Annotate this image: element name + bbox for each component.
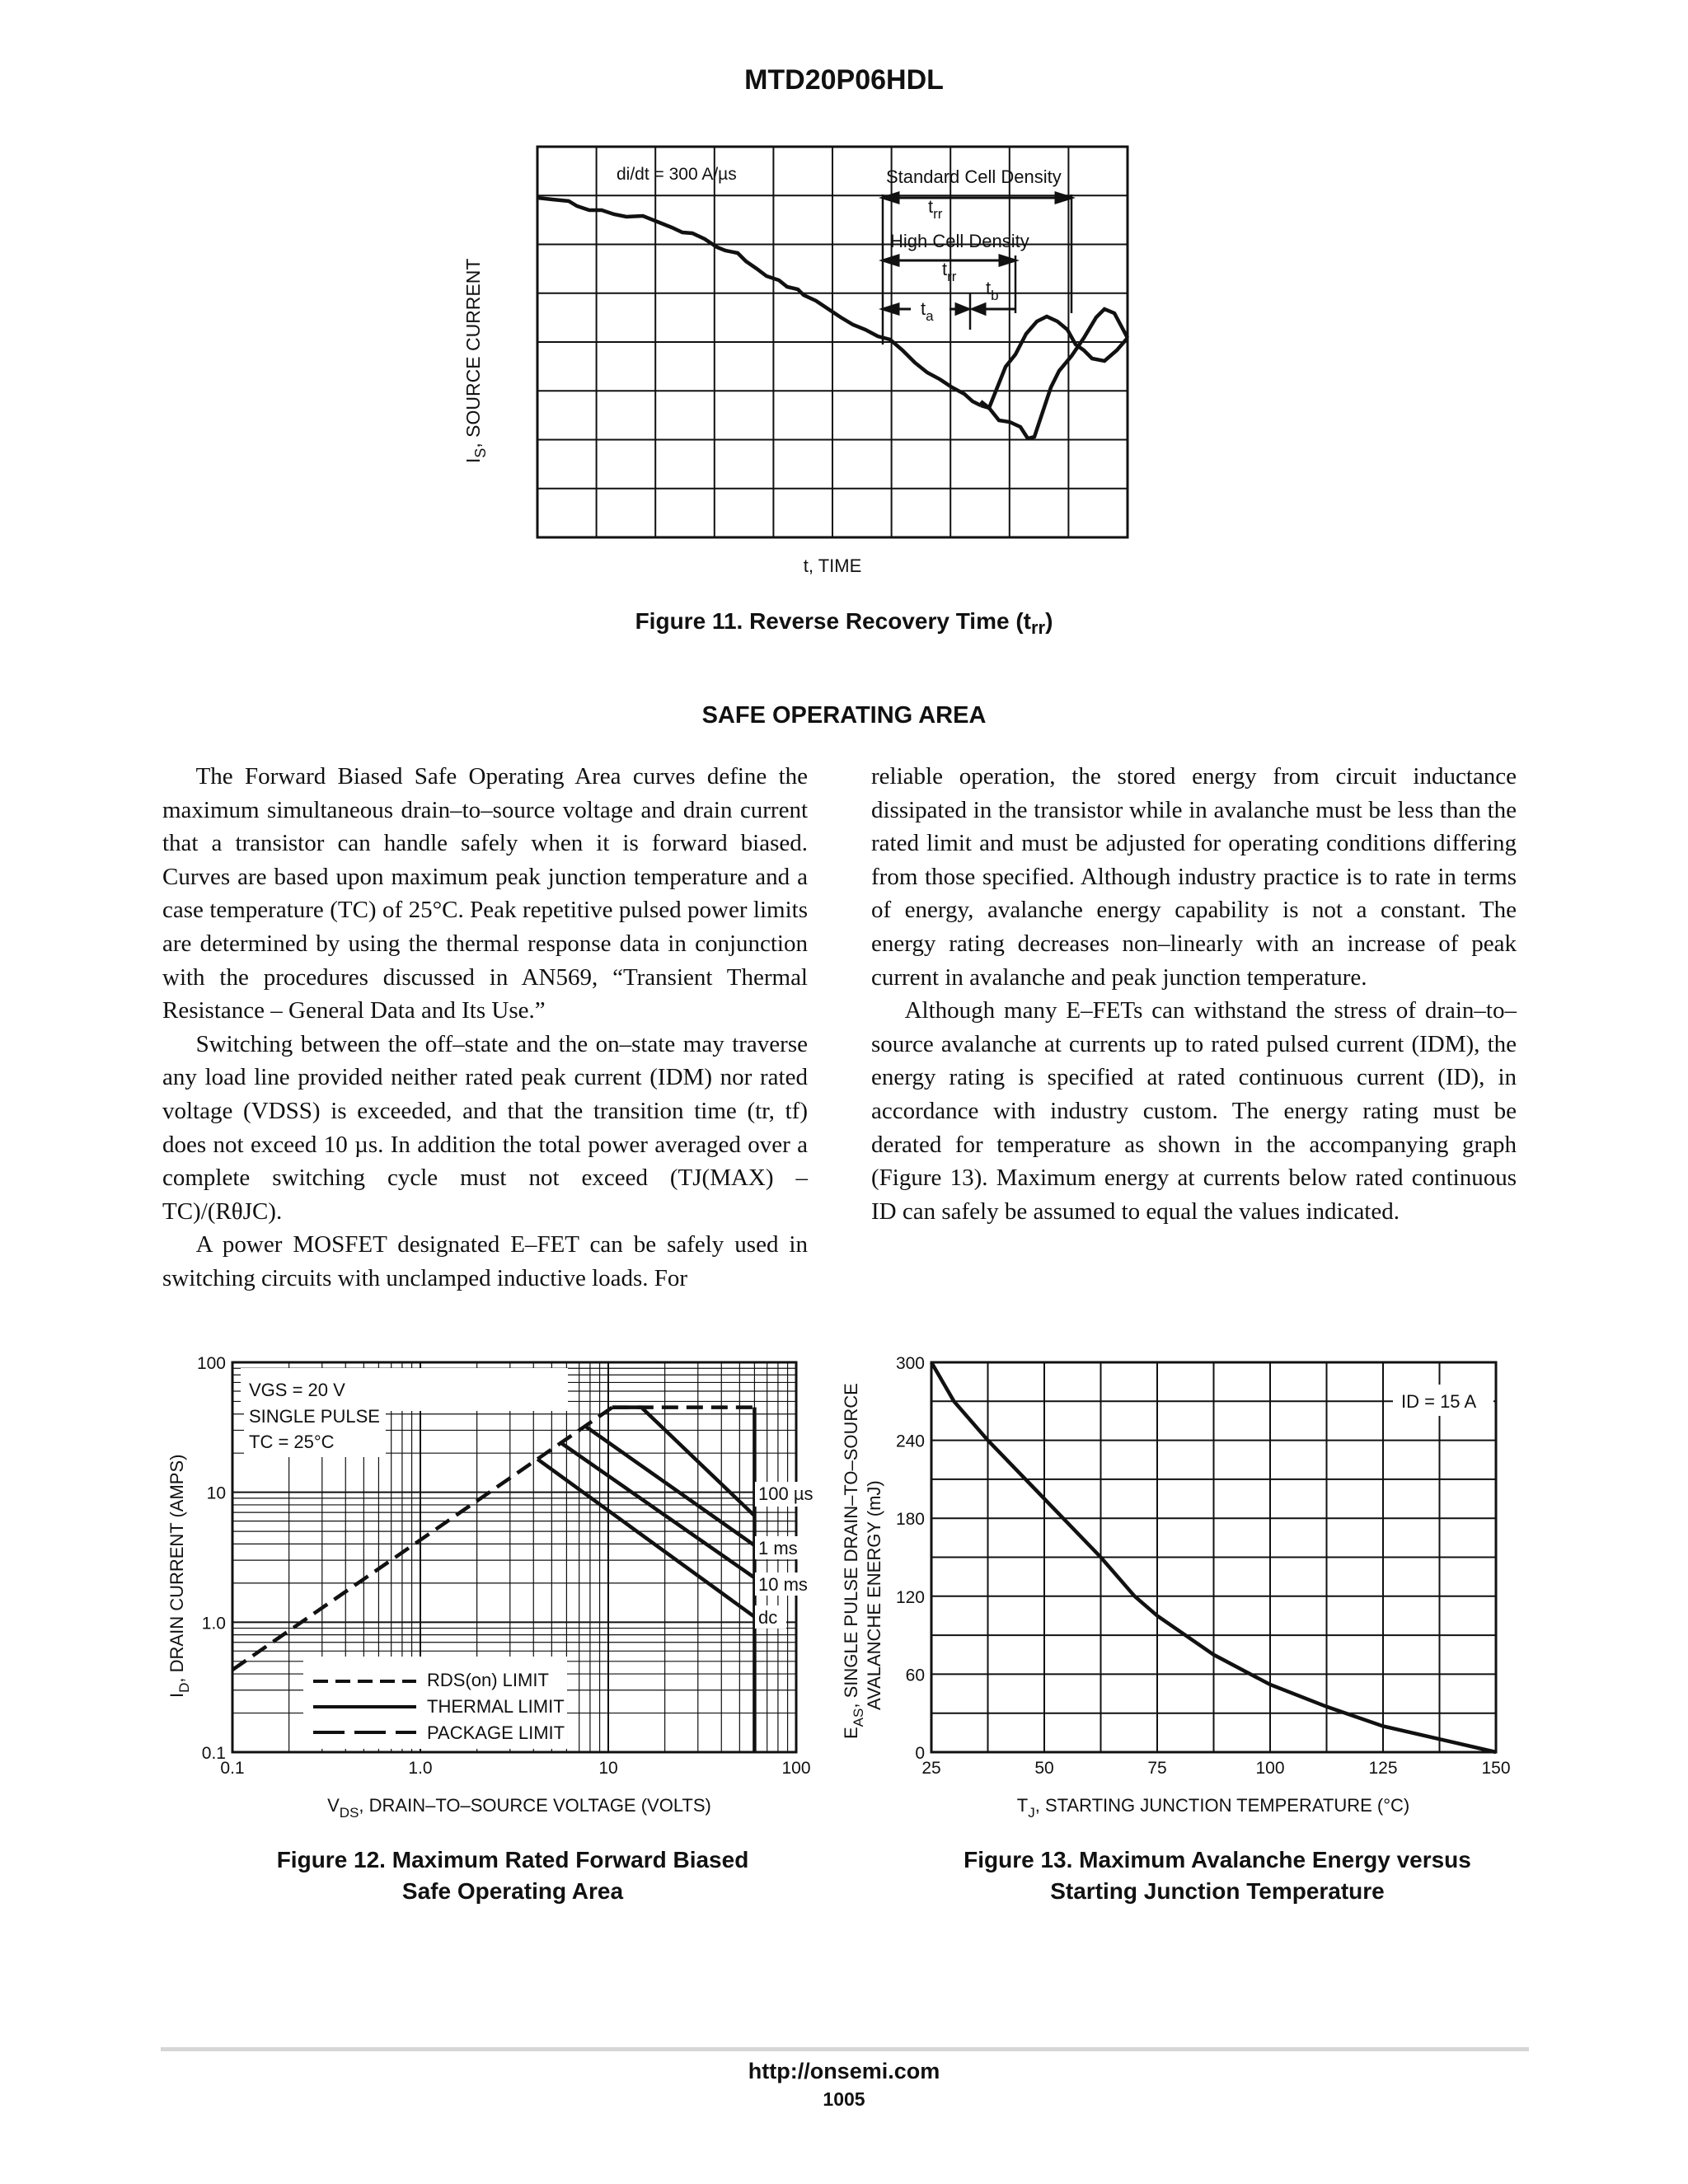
footer-url[interactable]: http://onsemi.com xyxy=(748,2059,940,2083)
fig11-label-trr-high: $t_{rr}$ xyxy=(942,259,957,284)
fig12-condition-tc: TC = 25°C xyxy=(249,1432,335,1452)
fig13-y-tick-label: 60 xyxy=(905,1666,925,1685)
fig13-xlabel: $T_J$, STARTING JUNCTION TEMPERATURE (°C) xyxy=(1016,1795,1410,1821)
footer-page-number: 1005 xyxy=(823,2088,865,2110)
fig13-y-tick-label: 240 xyxy=(895,1432,925,1451)
fig12-x-tick-label: 100 xyxy=(781,1759,811,1778)
fig13-grid xyxy=(931,1362,1496,1752)
fig12-label-1ms: 1 ms xyxy=(758,1538,798,1558)
fig12-legend-package: PACKAGE LIMIT xyxy=(427,1722,565,1743)
fig12-label-dc: dc xyxy=(758,1607,778,1628)
figure-13-caption xyxy=(888,1844,1547,1907)
fig13-ylabel-line2: AVALANCHE ENERGY (mJ) xyxy=(864,1480,884,1710)
fig11-label-tb: $t_b$ xyxy=(986,278,999,303)
fig12-legend-rdson: RDS(on) LIMIT xyxy=(427,1670,549,1690)
fig13-x-tick-label: 125 xyxy=(1368,1759,1398,1778)
fig13-y-tick-label: 0 xyxy=(915,1744,925,1763)
fig11-ylabel: $I_S$, SOURCE CURRENT xyxy=(462,258,489,463)
fig12-y-tick-label: 100 xyxy=(196,1354,226,1373)
fig12-ylabel: $I_D$, DRAIN CURRENT (AMPS) xyxy=(166,1454,192,1698)
fig12-label-10ms: 10 ms xyxy=(758,1574,808,1595)
fig12-y-tick-label: 10 xyxy=(206,1483,226,1503)
right-paragraph-1: reliable operation, the stored energy from circuit inductance dissipated in the transistor while in avalanche must be less than the rated limit and must be adjusted for operating conditions differing from those specified. Although industry practice is to rate in terms of energy, avalanche energy capability is not a constant. The energy rating decreases non–linearly with an increase of peak current in avalanche and peak junction temperature. xyxy=(871,763,1517,991)
fig13-x-tick-label: 25 xyxy=(921,1759,941,1778)
left-paragraph-3: A power MOSFET designated E–FET can be safely used in switching circuits with unclamped inductive loads. For xyxy=(162,1231,808,1291)
fig12-y-tick-label: 0.1 xyxy=(201,1744,226,1763)
figure-12-caption-line1: Figure 12. Maximum Rated Forward Biased xyxy=(276,1847,749,1872)
section-title: SAFE OPERATING AREA xyxy=(701,702,987,729)
fig12-x-tick-label: 10 xyxy=(598,1759,618,1778)
left-paragraph-1: The Forward Biased Safe Operating Area curves define the maximum simultaneous drain–to–source voltage and drain current that a transistor can handle safely when it is forward biased. Curves are based upon maximum peak junction temperature and a case temperature (TC) of 25°C. Peak repetitive pulsed power limits are determined by using the thermal response data in conjunction with the procedures discussed in AN569, “Transient Thermal Resistance – General Data and Its Use.” xyxy=(162,763,808,1024)
fig13-x-tick-label: 100 xyxy=(1255,1759,1285,1778)
fig12-condition-vgs: VGS = 20 V xyxy=(249,1380,345,1400)
figure-13-caption-line2: Starting Junction Temperature xyxy=(1050,1878,1385,1904)
figure-13-caption-line1: Figure 13. Maximum Avalanche Energy versus xyxy=(964,1847,1471,1872)
figure-11-caption: Figure 11. Reverse Recovery Time $(t_{rr})$ xyxy=(635,608,1053,638)
fig12-legend-thermal: THERMAL LIMIT xyxy=(427,1696,565,1717)
fig12-x-tick-label: 0.1 xyxy=(220,1759,245,1778)
fig13-x-tick-label: 50 xyxy=(1034,1759,1054,1778)
fig12-xlabel: $V_{DS}$, DRAIN–TO–SOURCE VOLTAGE (VOLTS) xyxy=(327,1795,711,1821)
fig13-annotation: ID = 15 A xyxy=(1401,1391,1477,1412)
fig11-label-trr-standard: $t_{rr}$ xyxy=(928,196,943,222)
fig11-annotation-standard: Standard Cell Density xyxy=(886,166,1062,187)
figure-12-caption-line2: Safe Operating Area xyxy=(401,1878,624,1904)
fig11-annotation-high: High Cell Density xyxy=(890,231,1029,251)
fig12-condition-pulse: SINGLE PULSE xyxy=(249,1406,380,1427)
fig13-y-tick-label: 180 xyxy=(895,1510,925,1530)
fig11-xlabel: t, TIME xyxy=(803,555,862,576)
fig13-y-tick-label: 120 xyxy=(895,1587,925,1607)
fig13-x-tick-label: 150 xyxy=(1481,1759,1511,1778)
fig12-x-tick-label: 1.0 xyxy=(408,1759,433,1778)
footer-divider xyxy=(161,2047,1529,2051)
fig11-label-ta: $t_a$ xyxy=(921,298,934,324)
figure-12-caption xyxy=(183,1844,842,1907)
fig13-x-tick-label: 75 xyxy=(1147,1759,1167,1778)
fig12-y-tick-label: 1.0 xyxy=(201,1614,226,1633)
right-paragraph-2: Although many E–FETs can withstand the stress of drain–to–source avalanche at currents up to rated pulsed current (IDM), the energy rating is specified at rated continuous current (ID), in accordance with industry custom. The energy rating must be derated for temperature as shown in the accompanying graph (Figure 13). Maximum energy at currents below rated continuous ID can safely be assumed to equal the values indicated. xyxy=(871,997,1517,1225)
fig12-label-100us: 100 µs xyxy=(758,1483,814,1504)
left-paragraph-2: Switching between the off–state and the on–state may traverse any load line provided neither rated peak current (IDM) nor rated voltage (VDSS) is exceeded, and that the transition time (tr, tf) does not exceed 10 µs. In addition the total power averaged over a complete switching cycle must not exceed (TJ(MAX) – TC)/(RθJC). xyxy=(162,1030,808,1225)
fig13-ylabel-line1: $E_{AS}$, SINGLE PULSE DRAIN–TO–SOURCE xyxy=(841,1383,866,1739)
fig13-y-tick-label: 300 xyxy=(895,1354,925,1373)
fig11-annotation-didt: di/dt = 300 A/µs xyxy=(617,165,737,184)
page-title: MTD20P06HDL xyxy=(744,64,944,96)
